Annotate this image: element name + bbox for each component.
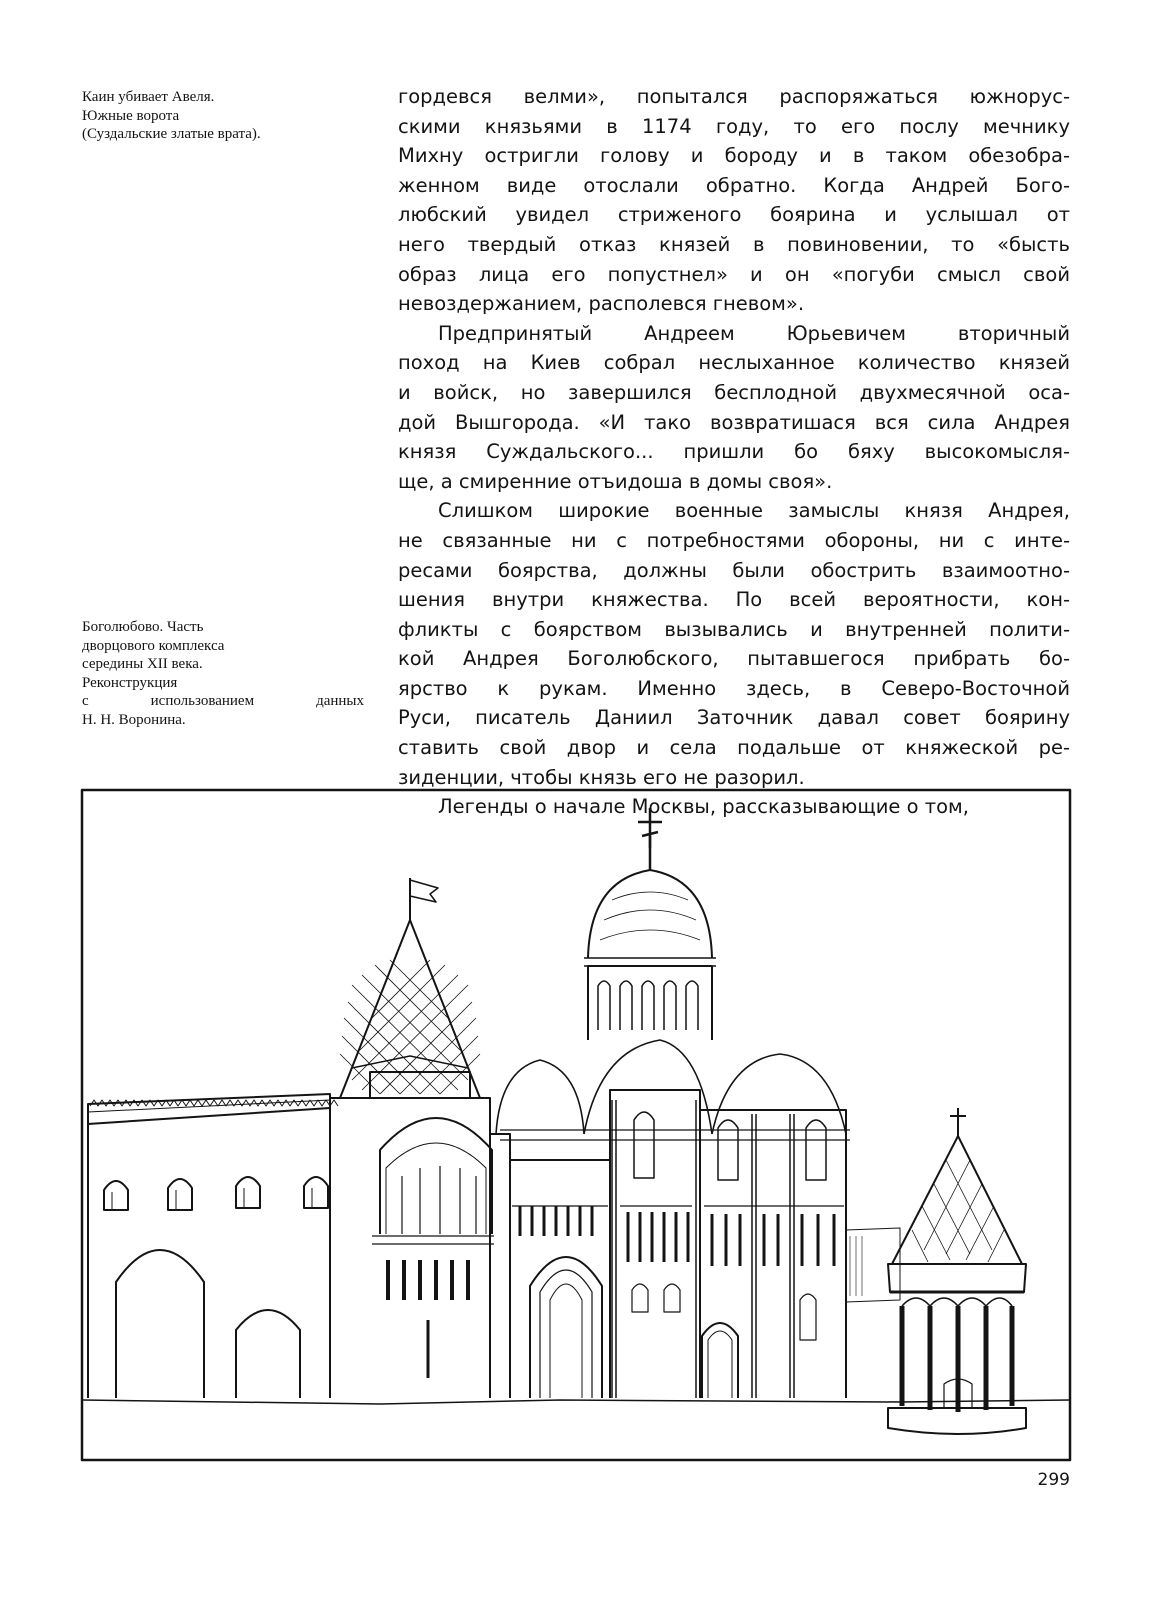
text-line: зиденции, чтобы князь его не разорил.	[398, 765, 805, 789]
caption-bogolyubovo	[82, 618, 364, 729]
text-line: кой Андрея Боголюбского, пытавшегося прибрать бо-	[398, 647, 1070, 671]
text-line: женном виде отослали обратно. Когда Андрей Бого-	[398, 173, 1070, 197]
text-line: любский увидел стриженого боярина и услышал от	[398, 203, 1070, 227]
text-line: Легенды о начале Москвы, рассказывающие о том,	[438, 795, 969, 819]
wall-arch	[116, 1250, 204, 1398]
caption-cain-abel	[82, 88, 364, 144]
cathedral-dome	[588, 870, 712, 958]
body-text	[398, 82, 1070, 822]
caption-line: Реконструкция	[82, 674, 178, 691]
cathedral-drum	[588, 966, 712, 1040]
text-line: Предпринятый Андреем Юрьевичем вторичный	[438, 321, 1070, 345]
wall-arch	[236, 1310, 300, 1398]
text-line: Руси, писатель Даниил Заточник давал совет боярину	[398, 706, 1070, 730]
body-paragraph	[398, 82, 1070, 319]
cathedral	[490, 808, 850, 1398]
text-line: поход на Киев собрал неслыханное количество князей	[398, 351, 1070, 375]
text-line: скими князьями в 1174 году, то его послу мечнику	[398, 114, 1070, 138]
text-line: дой Вышгорода. «И тако возвратишася вся сила Андрея	[398, 410, 1070, 434]
dome-cross	[638, 808, 662, 848]
body-paragraph	[398, 319, 1070, 497]
palace-wall	[88, 1094, 338, 1398]
pavilion-cross	[950, 1108, 966, 1126]
text-line: Михну остригли голову и бороду и в таком обезобра-	[398, 144, 1070, 168]
caption-line: Южные ворота	[82, 107, 180, 124]
text-line: него твердый отказ князей в повиновении, то «бысть	[398, 232, 1070, 256]
text-line: гордевся велми», попытался распоряжаться южнорус-	[398, 85, 1070, 108]
cathedral-door	[702, 1323, 738, 1398]
text-line: невоздержанием, располевся гневом».	[398, 292, 805, 316]
caption-line: с использованием данных	[82, 693, 364, 709]
text-line: Слишком широкие военные замыслы князя Андрея,	[438, 499, 1070, 523]
caption-line: дворцового комплекса	[82, 637, 225, 654]
text-line: ставить свой двор и села подальше от княжеской ре-	[398, 736, 1070, 760]
text-line: не связанные ни с потребностями обороны, ни с инте-	[398, 528, 1070, 552]
bogolyubovo-palace-illustration	[80, 788, 1072, 1462]
cathedral-portal	[530, 1257, 602, 1398]
ground-line	[82, 1400, 1070, 1404]
caption-line: Каин убивает Авеля.	[82, 89, 215, 105]
text-line: фликты с боярством вызывались и внутренней полити-	[398, 617, 1070, 641]
text-line: князя Суждальского... пришли бо бяху высокомысля-	[398, 440, 1070, 464]
body-paragraph	[398, 496, 1070, 792]
text-line: и войск, но завершился бесплодной двухмесячной оса-	[398, 380, 1070, 404]
canopy-pavilion	[888, 1108, 1026, 1434]
text-line: шения внутри княжества. По всей вероятности, кон-	[398, 588, 1070, 612]
text-line: ярство к рукам. Именно здесь, в Северо-Восточной	[398, 676, 1070, 700]
illustration-frame	[82, 790, 1070, 1460]
caption-line: середины XII века.	[82, 656, 203, 672]
text-line: ресами боярства, должны были обострить взаимоотно-	[398, 558, 1070, 582]
page-number: 299	[1037, 1470, 1070, 1490]
wall-window	[236, 1177, 260, 1208]
text-line: ще, а смиренние отъидоша в домы своя».	[398, 469, 833, 493]
caption-line: Боголюбово. Часть	[82, 619, 204, 635]
wall-window	[304, 1177, 328, 1208]
caption-line: (Суздальские златые врата).	[82, 126, 261, 142]
wall-window	[168, 1179, 192, 1210]
caption-line: Н. Н. Воронина.	[82, 711, 186, 728]
tower-flag	[410, 880, 438, 902]
text-line: образ лица его попустнел» и он «погуби смысл свой	[398, 262, 1070, 286]
wall-window	[104, 1181, 128, 1210]
palace-tower	[330, 878, 494, 1398]
